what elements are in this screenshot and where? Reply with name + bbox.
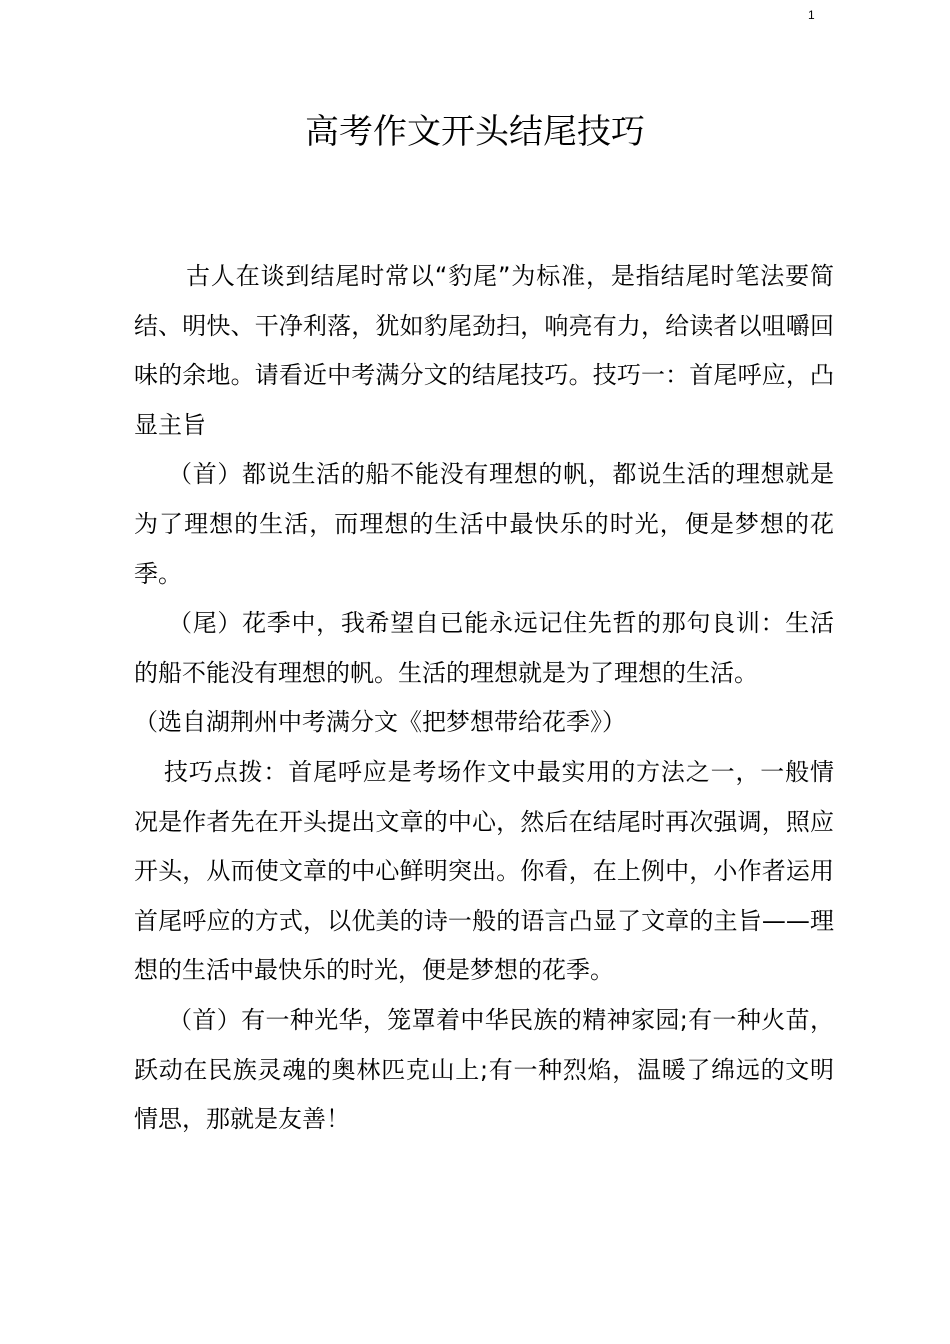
document-body	[134, 252, 834, 1145]
page-number: 1	[808, 8, 815, 22]
paragraph-tip-analysis: 技巧点拨：首尾呼应是考场作文中最实用的方法之一，一般情况是作者先在开头提出文章的中心，然后在结尾时再次强调，照应开头，从而使文章的中心鲜明突出。你看，在上例中，小作者运用首尾呼应的方式，以优美的诗一般的语言凸显了文章的主旨——理想的生活中最快乐的时光，便是梦想的花季。	[134, 757, 834, 985]
paragraph-opening-example: （首）都说生活的船不能没有理想的帆，都说生活的理想就是为了理想的生活，而理想的生活中最快乐的时光，便是梦想的花季。	[134, 460, 834, 588]
paragraph-opening-example-2: （首）有一种光华，笼罩着中华民族的精神家园;有一种火苗，跃动在民族灵魂的奥林匹克山上;有一种烈焰，温暖了绵远的文明情思，那就是友善！	[134, 1005, 834, 1134]
page-title: 高考作文开头结尾技巧	[305, 112, 645, 152]
paragraph-ending-example: （尾）花季中，我希望自已能永远记住先哲的那句良训：生活的船不能没有理想的帆。生活的理想就是为了理想的生活。	[134, 609, 834, 687]
paragraph-intro: 古人在谈到结尾时常以“豹尾”为标准，是指结尾时笔法要简结、明快、干净利落，犹如豹尾劲扫，响亮有力，给读者以咀嚼回味的余地。请看近中考满分文的结尾技巧。技巧一：首尾呼应，凸显主旨	[134, 262, 834, 439]
paragraph-source: （选自湖荆州中考满分文《把梦想带给花季》）	[134, 708, 626, 737]
